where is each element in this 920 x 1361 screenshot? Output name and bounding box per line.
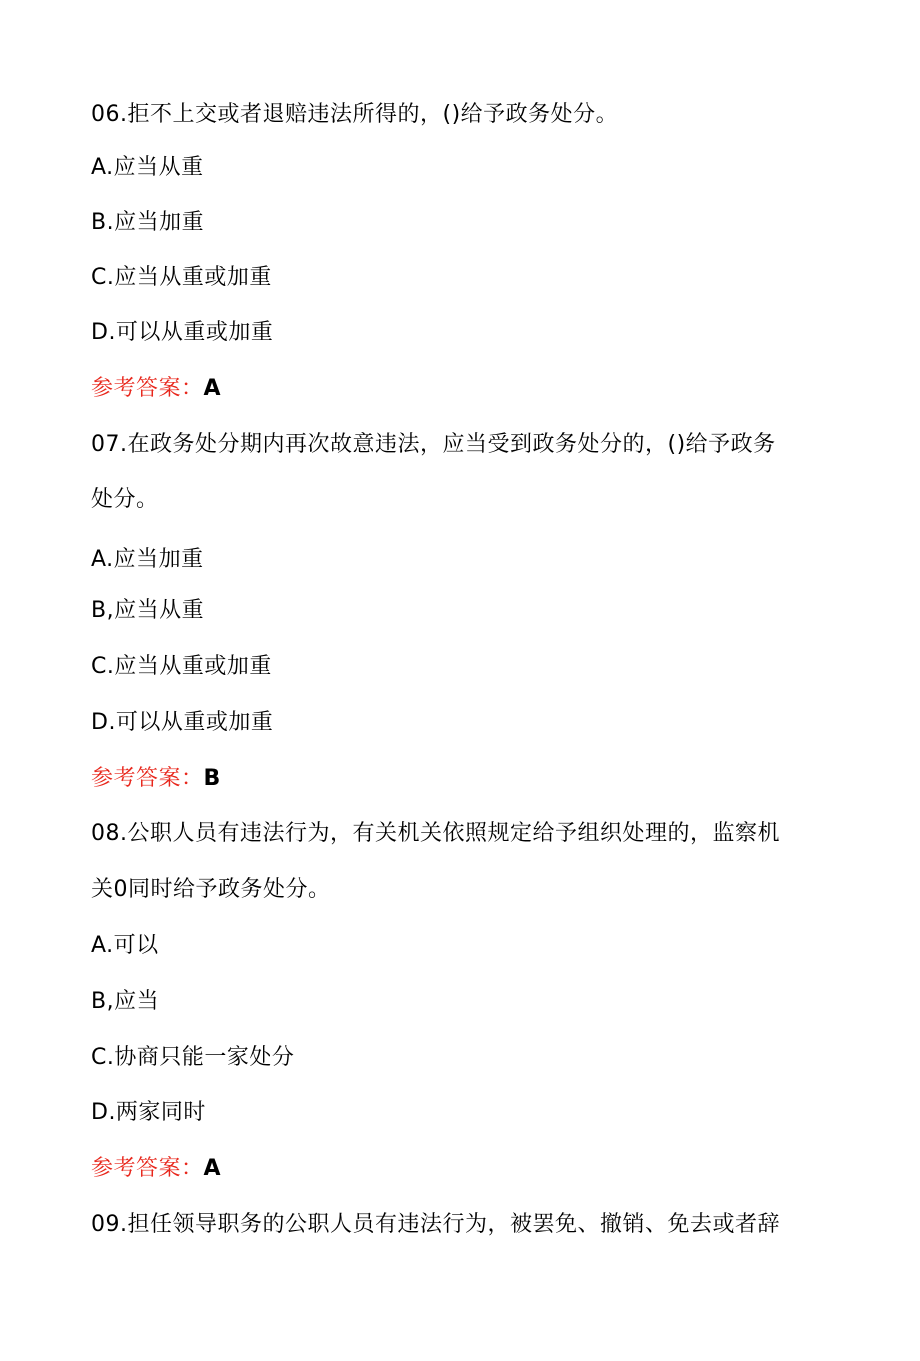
question-08-option-c: C.协商只能一家处分 <box>91 1045 295 1070</box>
question-06-answer <box>91 374 840 404</box>
question-07-option-b: B,应当从重 <box>91 598 205 623</box>
question-08-option-a: A.可以 <box>91 933 159 958</box>
question-08-stem-line-1: 08.公职人员有违法行为，有关机关依照规定给予组织处理的，监察机 <box>91 821 780 846</box>
question-07-option-a: A.应当加重 <box>91 547 204 572</box>
answer-label: 参考答案： <box>91 766 204 791</box>
answer-value: B <box>203 766 221 791</box>
question-09-stem: 09.担任领导职务的公职人员有违法行为，被罢免、撤销、免去或者辞 <box>91 1212 780 1237</box>
question-07-stem-line-2: 处分。 <box>91 487 159 512</box>
question-06-option-c: C.应当从重或加重 <box>91 265 272 290</box>
question-08-option-d: D.两家同时 <box>91 1100 206 1125</box>
question-07-answer <box>91 764 840 794</box>
question-06-stem: 06.拒不上交或者退赔违法所得的，()给予政务处分。 <box>91 102 619 127</box>
answer-label: 参考答案： <box>91 376 204 401</box>
question-08-option-b: B,应当 <box>91 989 160 1014</box>
question-06-option-d: D.可以从重或加重 <box>91 320 274 345</box>
question-07-option-c: C.应当从重或加重 <box>91 654 272 679</box>
question-07-option-d: D.可以从重或加重 <box>91 710 274 735</box>
question-08-answer <box>91 1154 840 1184</box>
question-06-option-a: A.应当从重 <box>91 155 204 180</box>
question-08-stem-line-2: 关0同时给予政务处分。 <box>91 877 331 902</box>
answer-label: 参考答案： <box>91 1156 204 1181</box>
question-06-option-b: B.应当加重 <box>91 210 205 235</box>
answer-value: A <box>203 1156 222 1181</box>
answer-value: A <box>203 376 222 401</box>
question-07-stem-line-1: 07.在政务处分期内再次故意违法，应当受到政务处分的，()给予政务 <box>91 432 776 457</box>
